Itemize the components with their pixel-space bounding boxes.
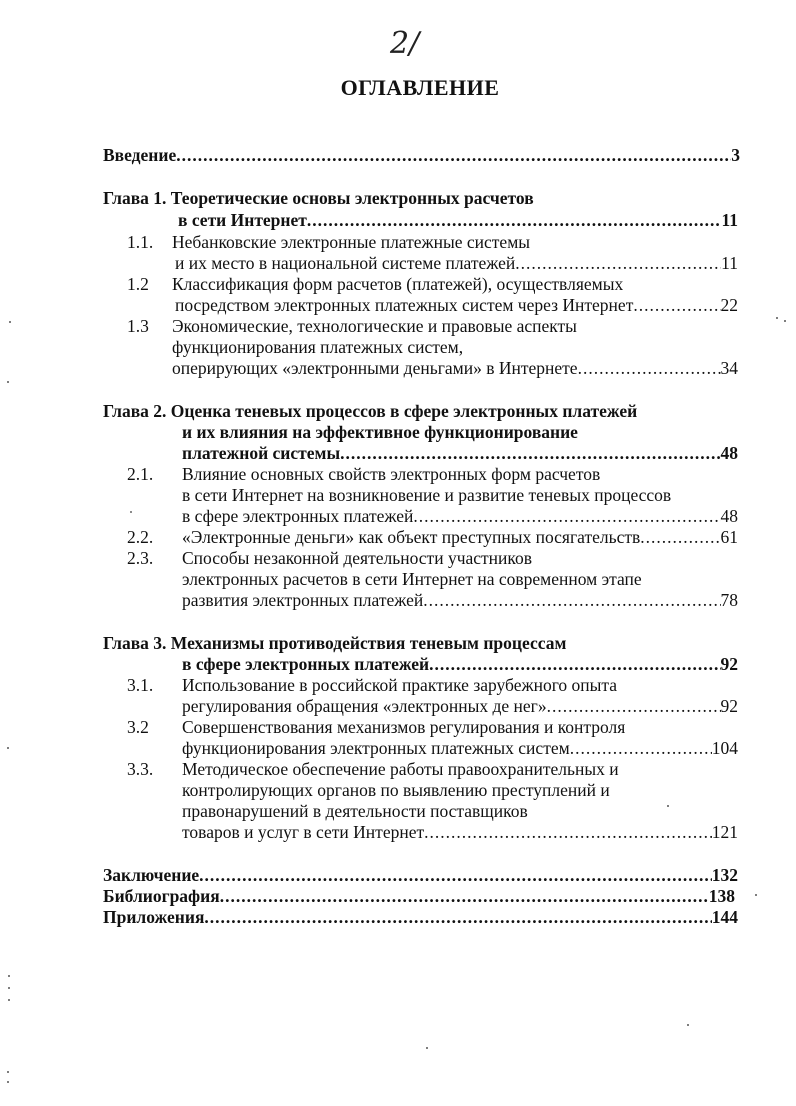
section-number: 3.3. xyxy=(127,759,154,779)
section-title: Совершенствования механизмов регулирования и контроля xyxy=(182,717,626,737)
toc-label: и их место в национальной системе платежей xyxy=(175,253,516,273)
toc-label: Заключение xyxy=(103,865,200,885)
section-number: 1.1. xyxy=(127,232,154,252)
toc-page: 144 xyxy=(711,907,738,927)
toc-page: 34 xyxy=(720,358,738,378)
chapter-1-heading: Глава 1. Теоретические основы электронных расчетов xyxy=(103,188,534,208)
toc-page: 138 xyxy=(708,886,735,906)
toc-label: развития электронных платежей xyxy=(182,590,424,610)
section-number: 3.1. xyxy=(127,675,154,695)
toc-label: регулирования обращения «электронных де нег» xyxy=(182,696,547,716)
page-title: ОГЛАВЛЕНИЕ xyxy=(340,75,500,100)
toc-label: в сфере электронных платежей xyxy=(182,506,414,526)
toc-page: 11 xyxy=(721,253,738,273)
section-title: Экономические, технологические и правовые аспекты xyxy=(172,316,577,336)
toc-label: Введение xyxy=(103,145,177,165)
section-number: 3.2 xyxy=(127,717,149,737)
toc-page: 104 xyxy=(711,738,738,758)
section-title: в сети Интернет на возникновение и развитие теневых процессов xyxy=(182,485,672,505)
toc-label: Приложения xyxy=(103,907,205,927)
toc-page: 92 xyxy=(720,696,738,716)
toc-page: 132 xyxy=(711,865,738,885)
chapter-2-heading: Глава 2. Оценка теневых процессов в сфере электронных платежей xyxy=(103,401,638,421)
toc-label: в сети Интернет xyxy=(178,210,307,230)
toc-label: Библиография xyxy=(103,886,220,906)
toc-page: 22 xyxy=(720,295,738,315)
toc-label: оперирующих «электронными деньгами» в Интернете xyxy=(172,358,578,378)
section-title: Методическое обеспечение работы правоохранительных и xyxy=(182,759,619,779)
section-number: 1.2 xyxy=(127,274,149,294)
toc-label: «Электронные деньги» как объект преступных посягательств xyxy=(182,527,641,547)
chapter-2-heading: и их влияния на эффективное функционирование xyxy=(182,422,578,442)
handwritten-page-number: 2/ xyxy=(390,26,420,61)
section-title: электронных расчетов в сети Интернет на современном этапе xyxy=(182,569,642,589)
toc-page: 3 xyxy=(731,145,740,165)
toc-label: посредством электронных платежных систем через Интернет xyxy=(175,295,634,315)
section-title: контролирующих органов по выявлению преступлений и xyxy=(182,780,610,800)
section-title: Небанковские электронные платежные системы xyxy=(172,232,531,252)
toc-page: 48 xyxy=(720,506,738,526)
toc-page: 121 xyxy=(711,822,738,842)
section-title: Классификация форм расчетов (платежей), осуществляемых xyxy=(172,274,624,294)
section-title: функционирования платежных систем, xyxy=(172,337,464,357)
section-title: Использование в российской практике зарубежного опыта xyxy=(182,675,618,695)
section-number: 2.1. xyxy=(127,464,154,484)
chapter-3-heading: Глава 3. Механизмы противодействия теневым процессам xyxy=(103,633,567,653)
section-number: 1.3 xyxy=(127,316,149,336)
section-title: Способы незаконной деятельности участников xyxy=(182,548,533,568)
section-title: Влияние основных свойств электронных форм расчетов xyxy=(182,464,601,484)
section-title: правонарушений в деятельности поставщиков xyxy=(182,801,528,821)
toc-label: платежной системы xyxy=(182,443,341,463)
toc-label: товаров и услуг в сети Интернет xyxy=(182,822,425,842)
section-number: 2.3. xyxy=(127,548,154,568)
toc-label: функционирования электронных платежных систем xyxy=(182,738,570,758)
section-number: 2.2. xyxy=(127,527,154,547)
toc-page: 48 xyxy=(720,443,738,463)
toc-page: 78 xyxy=(720,590,738,610)
toc-page: 92 xyxy=(720,654,738,674)
toc-page: 11 xyxy=(721,210,738,230)
toc-page: 61 xyxy=(720,527,738,547)
toc-label: в сфере электронных платежей xyxy=(182,654,430,674)
